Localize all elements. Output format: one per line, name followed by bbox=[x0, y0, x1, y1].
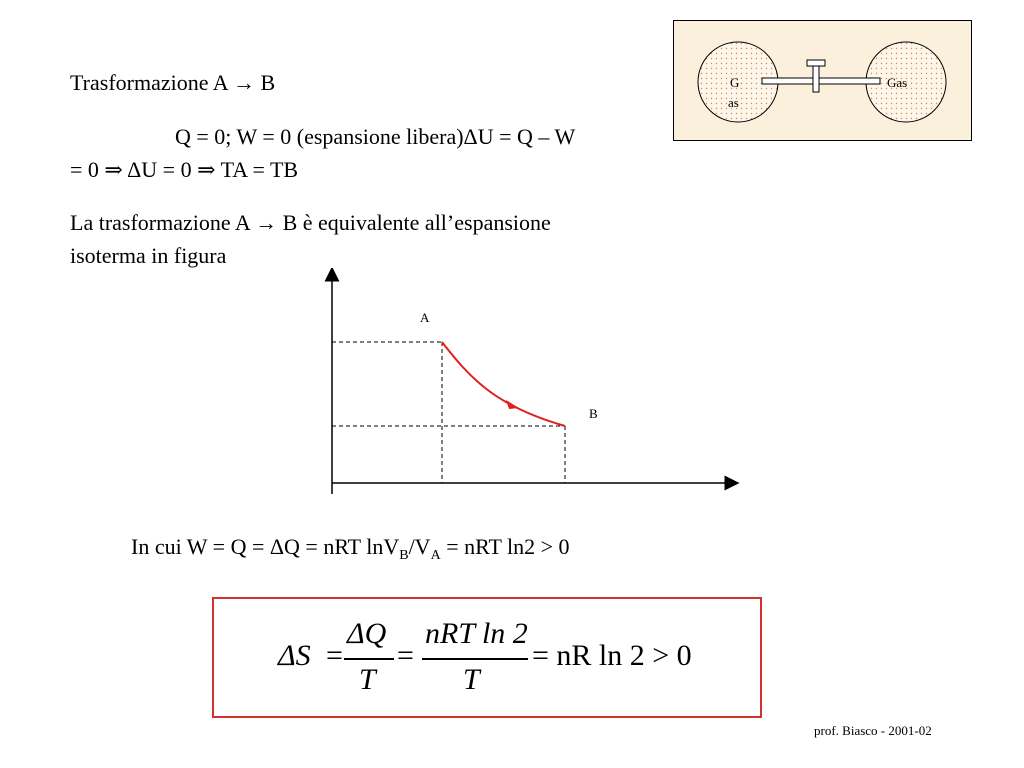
valve-handle bbox=[807, 60, 825, 66]
formula-rhs: = nR ln 2 > 0 bbox=[532, 639, 692, 672]
point-b-label: B bbox=[589, 406, 598, 421]
subscript-a: A bbox=[430, 548, 441, 563]
right-vessel-label: Gas bbox=[887, 75, 908, 90]
subscript-b: B bbox=[399, 548, 409, 563]
valve-stem bbox=[813, 66, 819, 92]
fraction-2-bar bbox=[422, 658, 528, 660]
fraction-2-denominator: T bbox=[463, 663, 480, 696]
thermo-line-1: Q = 0; W = 0 (espansione libera)ΔU = Q – W bbox=[175, 124, 576, 149]
equivalence-line-2: isoterma in figura bbox=[70, 243, 227, 268]
fraction-1-denominator: T bbox=[359, 663, 376, 696]
formula-lhs: ΔS bbox=[278, 639, 311, 672]
slide-heading: Trasformazione A → B bbox=[70, 70, 276, 95]
equivalence-line-1: La trasformazione A → B è equivalente all’espansione bbox=[70, 210, 551, 235]
footer-credit: prof. Biasco - 2001-02 bbox=[814, 723, 932, 738]
free-expansion-figure bbox=[673, 20, 972, 141]
graph-drawing bbox=[320, 268, 750, 498]
curve-direction-arrow bbox=[506, 400, 519, 409]
connecting-pipe bbox=[762, 78, 880, 84]
work-equation-suffix: = nRT ln2 > 0 bbox=[440, 534, 570, 559]
formula-eq-2: = bbox=[397, 639, 414, 672]
work-equation-prefix: In cui W = Q = ΔQ = nRT lnV bbox=[131, 534, 400, 559]
point-a-label: A bbox=[420, 310, 430, 325]
left-vessel-label-2: as bbox=[728, 95, 739, 110]
thermo-line-2: = 0 ⇒ ΔU = 0 ⇒ TA = TB bbox=[70, 157, 299, 182]
work-equation bbox=[131, 534, 570, 564]
formula-eq-1: = bbox=[326, 639, 343, 672]
entropy-formula-box bbox=[212, 597, 762, 718]
left-vessel-label-1: G bbox=[730, 75, 740, 90]
fraction-2-numerator: nRT ln 2 bbox=[425, 617, 528, 650]
fraction-1-bar bbox=[344, 658, 394, 660]
work-equation-mid: /V bbox=[408, 534, 431, 559]
isotherm-graph bbox=[320, 268, 750, 503]
isotherm-curve bbox=[442, 342, 565, 426]
vessels-drawing bbox=[674, 21, 973, 142]
fraction-1-numerator: ΔQ bbox=[347, 617, 387, 650]
